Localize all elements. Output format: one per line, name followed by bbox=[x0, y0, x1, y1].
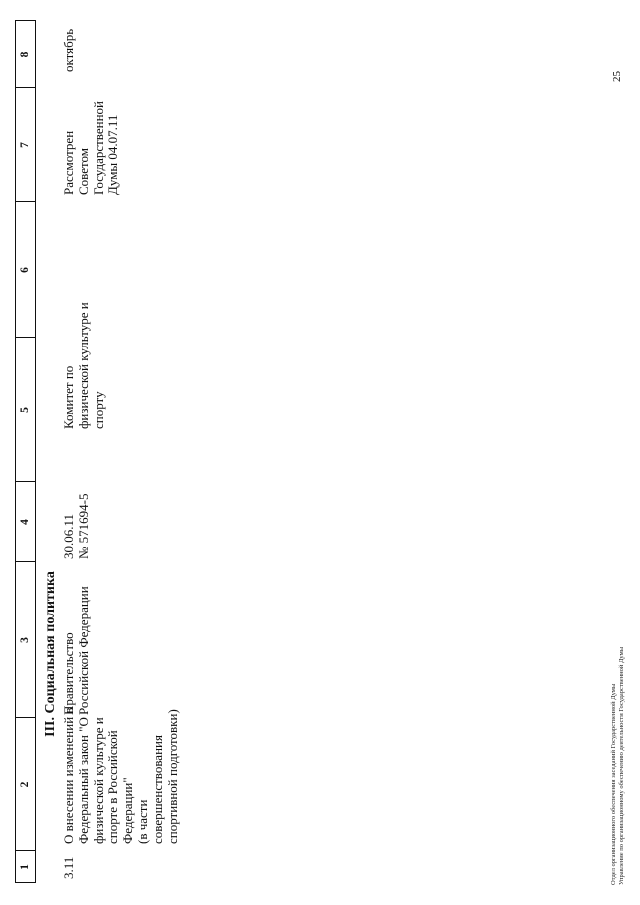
bill-title-line: спортивной подготовки) bbox=[164, 709, 180, 844]
bill-title-line: физической культуре и bbox=[90, 717, 106, 844]
footer-line-1: Отдел организационного обеспечения заседаний Государственной Думы bbox=[610, 683, 617, 885]
responsible-committee bbox=[62, 302, 106, 429]
bill-title-line: совершенствования bbox=[149, 735, 165, 844]
committee-line: спорту bbox=[90, 391, 106, 429]
status-line: Думы 04.07.11 bbox=[105, 114, 121, 195]
row-number: 3.11 bbox=[61, 856, 76, 879]
submission-date: 30.06.11 bbox=[61, 513, 76, 559]
initiator-line: Российской Федерации bbox=[75, 586, 91, 715]
initiator-line: Правительство bbox=[61, 632, 76, 715]
date-and-number bbox=[62, 494, 92, 559]
bill-number: № 571694-5 bbox=[75, 493, 91, 559]
section-title: III. Социальная политика bbox=[43, 571, 58, 737]
status-line: Государственной bbox=[90, 100, 106, 195]
bill-title-line: (в части bbox=[134, 799, 150, 844]
bill-title-line: Федеральный закон "О bbox=[75, 717, 91, 844]
col-header-1: 1 bbox=[19, 864, 31, 870]
status-line: Рассмотрен bbox=[61, 130, 76, 195]
footer-line-2: Управление по организационному обеспечению деятельности Государственной Думы bbox=[618, 646, 625, 885]
committee-line: физической культуре и bbox=[75, 302, 91, 429]
planned-term: октябрь bbox=[61, 28, 76, 72]
status-line: Советом bbox=[75, 148, 91, 195]
bill-title-line: спорте в Российской bbox=[105, 730, 121, 844]
page-number: 25 bbox=[611, 71, 623, 82]
table-top-border bbox=[15, 21, 16, 883]
col-header-4: 4 bbox=[19, 519, 31, 525]
col-header-2: 2 bbox=[19, 781, 31, 788]
col-header-6: 6 bbox=[19, 267, 31, 273]
header-bottom-border bbox=[35, 21, 36, 883]
status bbox=[62, 101, 121, 195]
col-header-8: 8 bbox=[19, 51, 31, 58]
bill-title bbox=[62, 707, 180, 844]
col-header-5: 5 bbox=[19, 407, 31, 413]
bill-title-line: Федерации" bbox=[120, 777, 136, 844]
bill-title-line: О внесении изменений в bbox=[61, 707, 76, 844]
initiator bbox=[62, 586, 92, 715]
committee-line: Комитет по bbox=[61, 365, 76, 429]
col-header-7: 7 bbox=[19, 142, 31, 148]
col-header-3: 3 bbox=[19, 637, 31, 643]
